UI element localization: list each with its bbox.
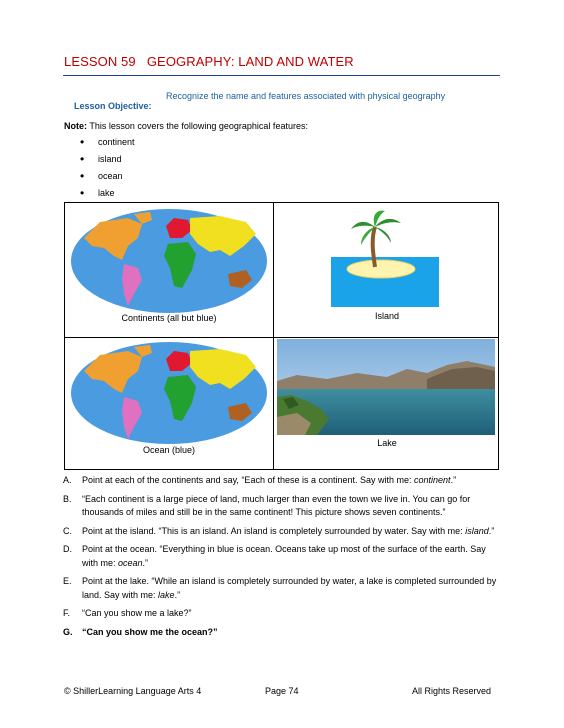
list-item: • ocean [80, 171, 135, 188]
list-item: • lake [80, 188, 135, 205]
instruction-letter: B. [63, 493, 72, 504]
instruction-e [63, 575, 503, 602]
instruction-letter: F. [63, 608, 71, 618]
instruction-text: Point at each of the continents and say, “Each of these is a continent. Say with me: [82, 475, 415, 485]
instruction-tail: .” [488, 525, 495, 536]
continents-caption: Continents (all but blue) [121, 313, 217, 323]
instruction-letter: G. [63, 626, 73, 637]
figure-table [64, 202, 499, 470]
instruction-a [63, 474, 503, 488]
instruction-emphasis: island [465, 525, 489, 536]
island-caption: Island [374, 311, 400, 321]
instruction-letter: C. [63, 525, 72, 536]
instruction-text: “Each continent is a large piece of land, much larger than even the town we live in. You can go for thousands of miles and still be in the same continent! This picture shows seven continents.” [82, 493, 471, 517]
title-divider [63, 75, 500, 76]
table-divider-horizontal [65, 337, 498, 338]
continents-map-image [70, 208, 268, 314]
instruction-f [63, 607, 503, 621]
lake-caption: Lake [377, 438, 397, 448]
instruction-emphasis: ocean [118, 557, 143, 568]
island-image [331, 209, 439, 307]
ocean-caption: Ocean (blue) [142, 445, 196, 455]
lake-photo [277, 339, 495, 435]
instruction-letter: D. [63, 544, 72, 554]
instruction-emphasis: lake [158, 589, 175, 600]
instruction-g [63, 626, 503, 640]
instruction-d [63, 543, 503, 570]
instructions-list [63, 474, 503, 644]
list-item: • island [80, 154, 135, 171]
instruction-text: Point at the ocean. “Everything in blue is ocean. Oceans take up most of the surface of the earth. Say with me: [82, 544, 486, 568]
note-label: Note: [64, 121, 87, 131]
page-title: LESSON 59 GEOGRAPHY: LAND AND WATER [64, 54, 354, 69]
note-text: This lesson covers the following geographical features: [87, 121, 308, 131]
instruction-c [63, 525, 503, 539]
footer-copyright: © ShillerLearning Language Arts 4 [64, 686, 202, 696]
instruction-text: “Can you show me a lake?” [82, 608, 192, 618]
instruction-tail: .” [450, 475, 457, 485]
table-divider-vertical [273, 203, 274, 469]
instruction-letter: A. [63, 475, 72, 485]
instruction-tail: .” [142, 557, 149, 568]
instruction-tail: .” [174, 589, 181, 600]
instruction-text: Point at the lake. “While an island is completely surrounded by water, a lake is completed surrounded by land. Say with me: [82, 576, 497, 600]
feature-list [80, 137, 135, 205]
footer-rights: All Rights Reserved [412, 686, 492, 696]
objective-text: Recognize the name and features associated with physical geography [166, 91, 446, 101]
note [64, 121, 308, 131]
instruction-emphasis: continent [414, 475, 451, 485]
objective-label: Lesson Objective: [74, 101, 152, 111]
instruction-text: Point at the island. “This is an island. An island is completely surrounded by water. Say with me: [82, 525, 466, 536]
instruction-text: “Can you show me the ocean?” [82, 626, 218, 637]
footer-page-number: Page 74 [265, 686, 299, 696]
instruction-b [63, 493, 503, 520]
ocean-map-image [70, 341, 268, 445]
instruction-letter: E. [63, 576, 72, 586]
list-item: • continent [80, 137, 135, 154]
